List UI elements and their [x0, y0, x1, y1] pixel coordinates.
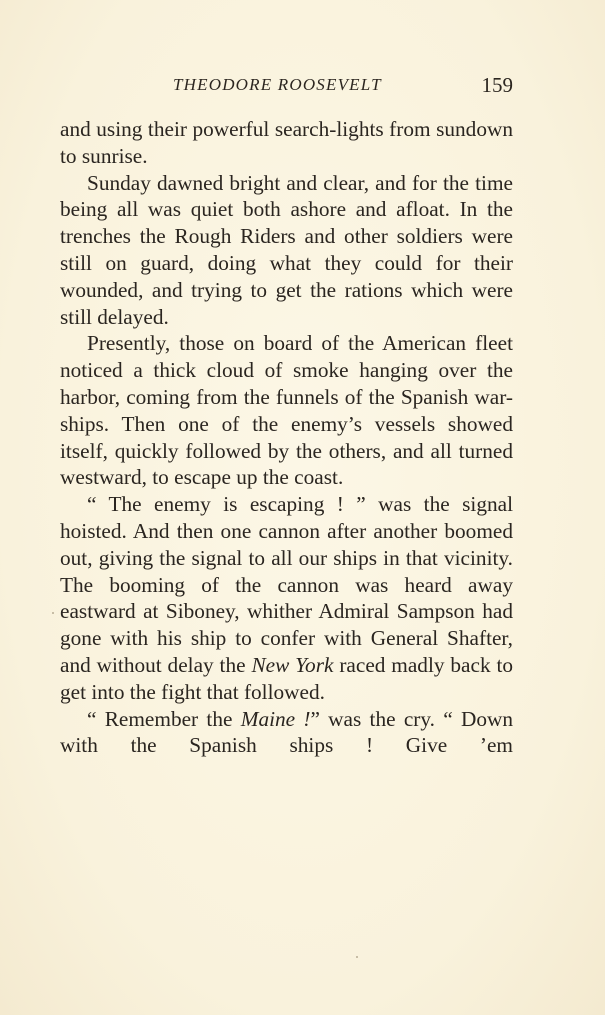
paragraph-5-end: ” was the cry. “ Down with the Spanish ships ! Give ’em	[60, 706, 514, 758]
paragraph-5-start: “ Remember the	[87, 706, 233, 731]
body-text	[60, 116, 513, 759]
ship-name-maine: Maine !	[240, 706, 311, 731]
page-header	[60, 73, 515, 99]
paper-speck	[52, 612, 54, 614]
paragraph-4-text: “ The enemy is escaping ! ” was the signal hoisted. And then one cannon after another boomed out, giving the signal to all our ships in that vicinity. The booming of the cannon was heard away eastward at Siboney, whither Admiral Sampson had gone with his ship to confer with General Shafter, and without delay the	[60, 492, 513, 677]
paragraph-4	[60, 491, 513, 705]
paragraph-5	[60, 706, 513, 760]
page-number: 159	[481, 73, 513, 97]
paragraph-4-end: raced madly back to get into the fight that followed.	[60, 652, 514, 704]
paper-speck	[356, 956, 358, 958]
ship-name-new-york: New York	[251, 652, 334, 677]
paragraph-3: Presently, those on board of the American fleet noticed a thick cloud of smoke hanging over the harbor, coming from the funnels of the Spanish war-ships. Then one of the enemy’s vessels showed itself, quickly followed by the others, and all turned westward, to escape up the coast.	[60, 331, 513, 490]
running-head: THEODORE ROOSEVELT	[173, 75, 382, 94]
paragraph-1: and using their powerful search-lights from sundown to sunrise.	[60, 117, 513, 168]
paragraph-2: Sunday dawned bright and clear, and for the time being all was quiet both ashore and afloat. In the trenches the Rough Riders and other soldiers were still on guard, doing what they could for their wounded, and trying to get the rations which were still delayed.	[60, 170, 513, 329]
